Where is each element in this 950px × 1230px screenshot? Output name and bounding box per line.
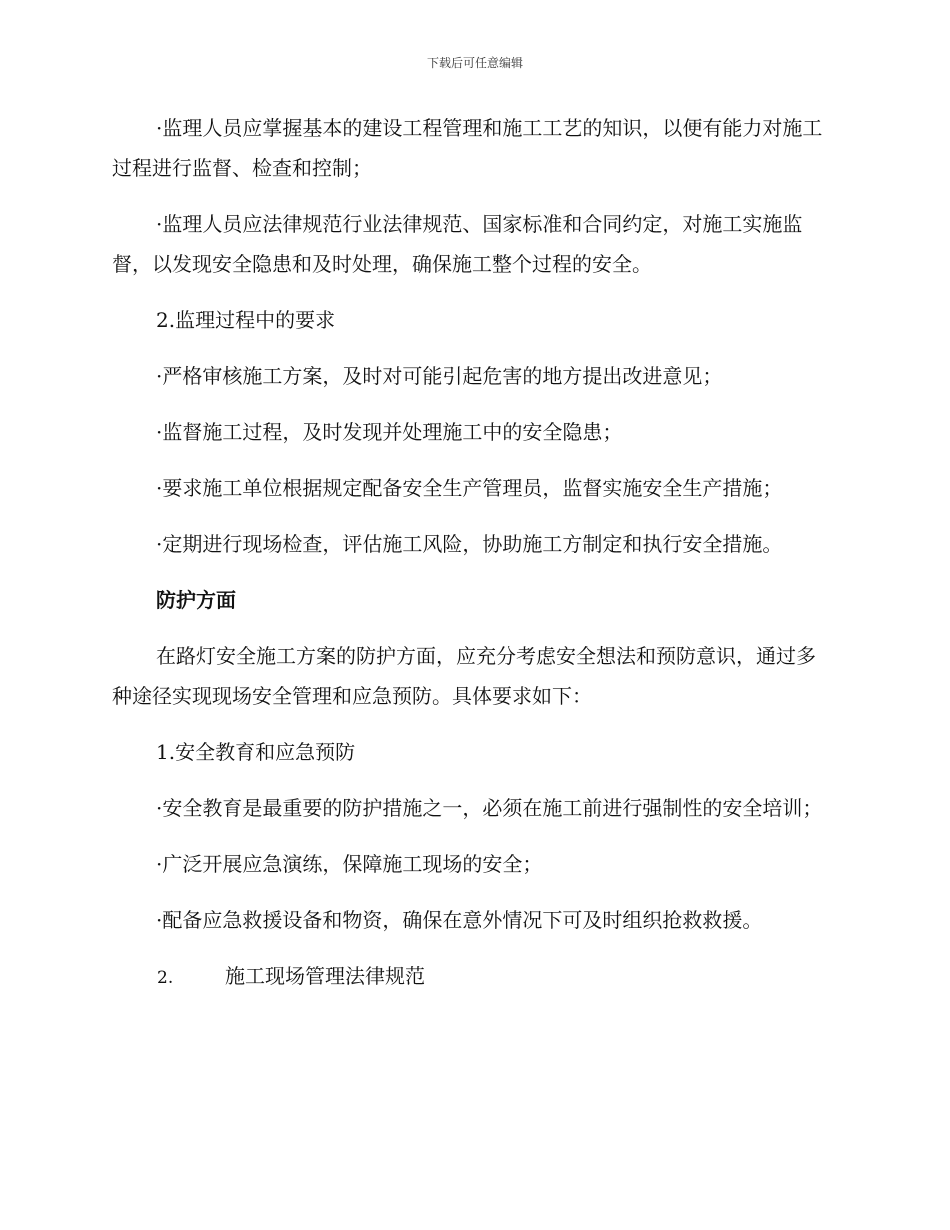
list-item-review-plan: ·严格审核施工方案，及时对可能引起危害的地方提出改进意见； — [156, 364, 723, 388]
paragraph-supervisor-compliance: ·监理人员应法律规范行业法律规范、国家标准和合同约定，对施工实施监督，以发现安全隐患和及时处理，确保施工整个过程的安全。 — [112, 212, 803, 276]
list-item-safety-manager: ·要求施工单位根据规定配备安全生产管理员，监督实施安全生产措施； — [156, 476, 783, 500]
section-heading-safety-education: 1.安全教育和应急预防 — [156, 740, 356, 764]
document-body — [112, 108, 832, 1014]
list-item-emergency-drills: ·广泛开展应急演练，保障施工现场的安全； — [156, 852, 543, 876]
list-item-supervise-process: ·监督施工过程，及时发现并处理施工中的安全隐患； — [156, 420, 623, 444]
page-header: 下载后可任意编辑 — [426, 56, 523, 70]
section-heading-supervision-requirements: 2.监理过程中的要求 — [156, 308, 336, 332]
paragraph-supervisor-knowledge: ·监理人员应掌握基本的建设工程管理和施工工艺的知识，以便有能力对施工过程进行监督、检查和控制； — [112, 116, 823, 180]
section-heading-site-management — [112, 956, 832, 998]
paragraph-protection-intro: 在路灯安全施工方案的防护方面，应充分考虑安全想法和预防意识，通过多种途径实现现场安全管理和应急预防。具体要求如下： — [112, 644, 816, 708]
list-item-emergency-equipment: ·配备应急救援设备和物资，确保在意外情况下可及时组织抢救救援。 — [156, 908, 763, 932]
section-title-protection: 防护方面 — [156, 588, 236, 612]
list-item-safety-training: ·安全教育是最重要的防护措施之一，必须在施工前进行强制性的安全培训； — [156, 796, 823, 820]
list-item-site-inspection: ·定期进行现场检查，评估施工风险，协助施工方制定和执行安全措施。 — [156, 532, 783, 556]
section-number: 2. — [157, 968, 174, 988]
section-heading-text: 施工现场管理法律规范 — [225, 964, 425, 988]
